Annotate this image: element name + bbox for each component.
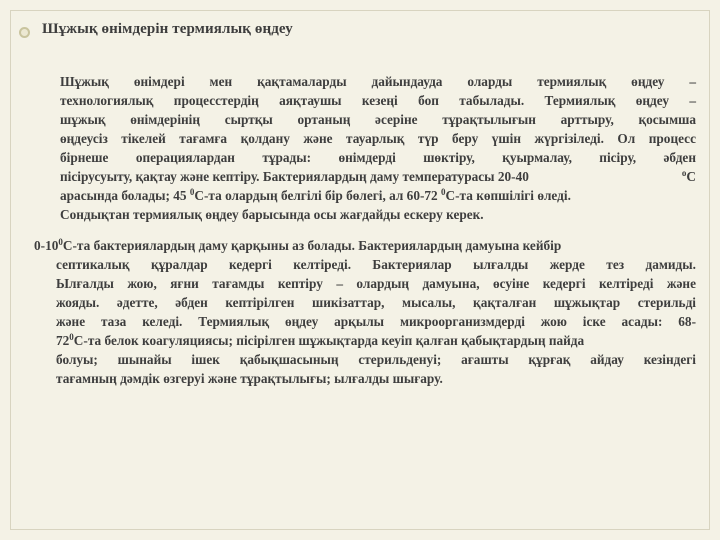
p2-line: тағамның дәмдік өзгеруі және тұрақтылығы; ылғалды шығару. <box>56 371 443 386</box>
p1-line <box>56 186 696 205</box>
p1-line <box>56 167 696 186</box>
p1-seg: С-та олардың белгілі бір бөлегі, ал 60-72 <box>194 188 442 203</box>
p1-line: Шұжық өнімдері мен қақтамаларды дайындауда оларды термиялық өңдеу – <box>60 74 696 89</box>
p1-line-unit <box>678 167 696 186</box>
paragraph-1 <box>56 72 696 224</box>
p1-line: технологиялық процесстердің аяқтаушы кезеңі боп табылады. Термиялық өңдеу – <box>60 93 696 108</box>
paragraph-2-body <box>36 255 696 388</box>
p2-seg: 72 <box>56 333 70 348</box>
p2-line <box>58 331 696 350</box>
p2-seg: 0-10 <box>34 238 59 253</box>
superscript-o: о <box>681 168 687 178</box>
p2-line: болуы; шынайы ішек қабықшасының стерильденуі; ағашты құрғақ айдау кезіндегі <box>56 352 696 367</box>
p2-line: жояды. әдетте, әбден кептірілген шикізаттар, мысалы, қақталған шұжықтар стерильді <box>56 295 696 310</box>
p2-line <box>36 236 696 255</box>
p1-line: бірнеше операциялардан тұрады: өнімдерді шөктіру, қуырмалау, пісіру, әбден <box>60 150 696 165</box>
slide-title: Шұжық өнімдерін термиялық өңдеу <box>42 21 293 37</box>
superscript-zero: 0 <box>69 332 74 342</box>
p1-seg: арасында болады; 45 <box>60 188 190 203</box>
p1-line: өңдеусіз тікелей тағамға қолдану және тауарлық түр беру үшін жүргізіледі. Ол процесс <box>60 131 696 146</box>
p2-seg: С-та бактериялардың даму қарқыны аз болады. Бактериялардың дамуына кейбір <box>62 238 562 253</box>
superscript-zero: 0 <box>189 187 195 197</box>
bullet-circle-icon <box>19 27 30 38</box>
p2-seg: С-та белок коагуляциясы; пісірілген шұжықтарда кеуіп қалған қабықтардың пайда <box>73 333 585 348</box>
letter-c: С <box>686 169 696 184</box>
p1-line-text: пісірусуыту, қақтау және кептіру. Бактериялардың даму температурасы 20-40 <box>60 169 529 184</box>
paragraph-2 <box>36 236 696 388</box>
p2-line: септикалық құралдар кедергі келтіреді. Бактериялар ылғалды жерде тез дамиды. <box>56 257 696 272</box>
superscript-zero: 0 <box>441 187 446 197</box>
p2-line: және таза келеді. Термиялық өңдеу арқылы микроорганизмдерді жою іске асады: 68- <box>56 314 696 329</box>
superscript-zero: 0 <box>58 237 63 247</box>
p1-seg: С-та көпшілігі өледі. <box>445 188 571 203</box>
p1-line: шұжық өнімдерінің сыртқы ортаның әсеріне тұрақтылығын арттыру, қосымша <box>60 112 696 127</box>
p1-line: Сондықтан термиялық өңдеу барысында осы жағдайды ескеру керек. <box>60 207 484 222</box>
p2-line: Ылғалды жою, яғни тағамды кептіру – олардың дамуына, өсуіне кедергі келтіреді және <box>56 276 696 291</box>
